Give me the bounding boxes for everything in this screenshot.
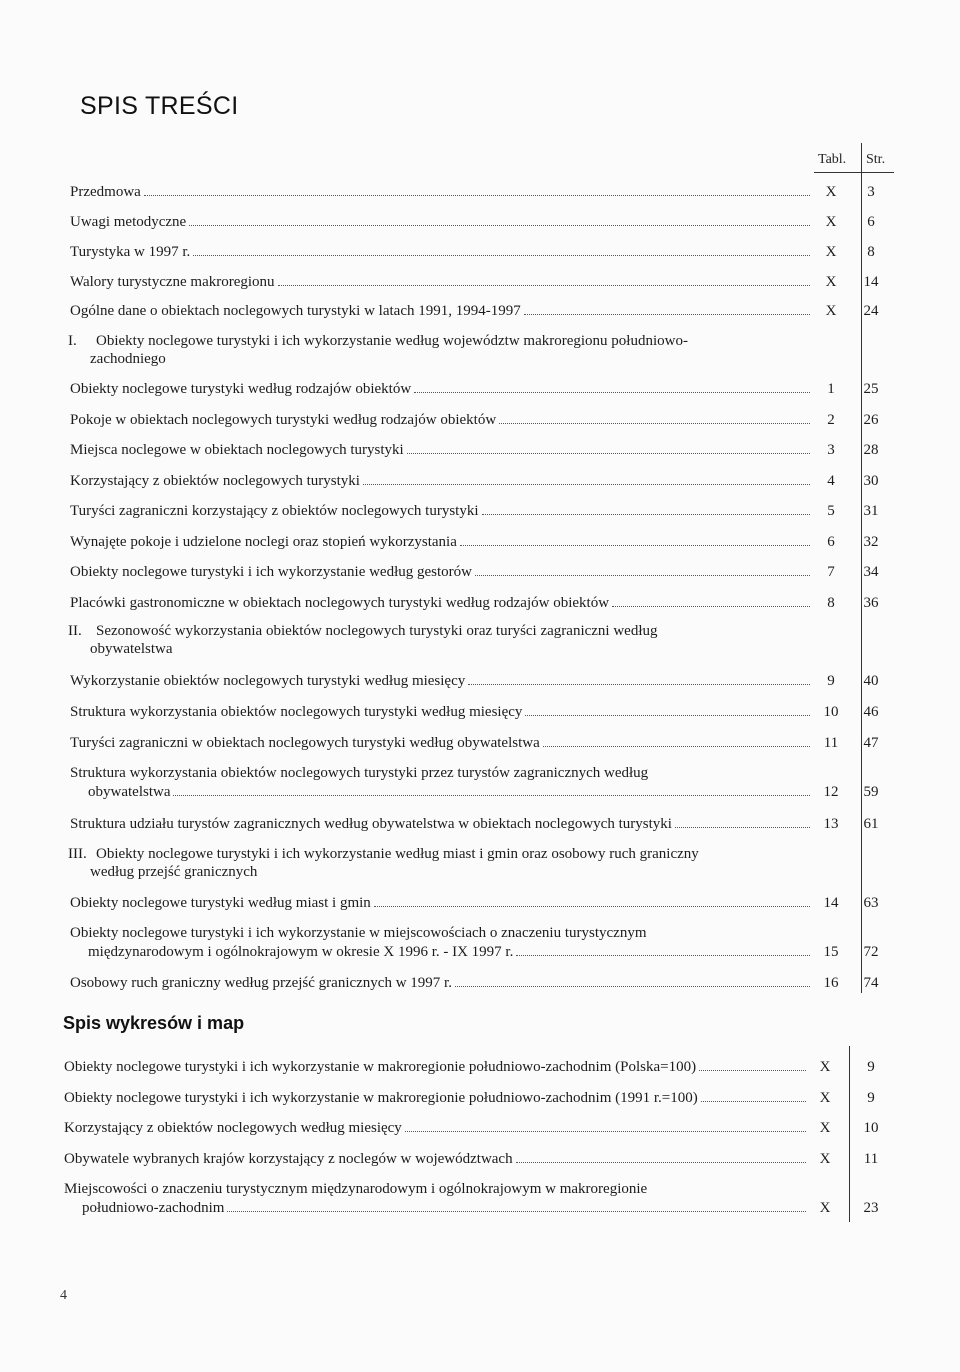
dot-leader	[374, 906, 810, 907]
section-heading-text: Sezonowość wykorzystania obiektów noclegowych turystyki oraz turyści zagraniczni według	[96, 623, 658, 639]
page-ref: 9	[867, 1090, 875, 1106]
dot-leader	[455, 986, 810, 987]
dot-leader	[460, 545, 810, 546]
dot-leader	[193, 255, 810, 256]
entry-text: Miejscowości o znaczeniu turystycznym międzynarodowym i ogólnokrajowym w makroregionie	[64, 1181, 648, 1197]
dot-leader	[407, 453, 810, 454]
entry-text: Obywatele wybranych krajów korzystający z noclegów w województwach	[64, 1151, 513, 1167]
entry-text: Turyści zagraniczni korzystający z obiektów noclegowych turystyki	[70, 503, 479, 519]
entry-text: południowo-zachodnim	[82, 1200, 225, 1216]
entry-text: Struktura wykorzystania obiektów noclegowych turystyki przez turystów zagranicznych według	[70, 765, 649, 781]
table-number: 14	[823, 895, 839, 911]
dot-leader	[414, 392, 810, 393]
table-number: 16	[823, 975, 839, 991]
entry-text: Ogólne dane o obiektach noclegowych turystyki w latach 1991, 1994-1997	[70, 303, 521, 319]
table-number: 10	[823, 704, 839, 720]
entry-text: Turystyka w 1997 r.	[70, 244, 191, 260]
table-number: X	[819, 1151, 831, 1167]
page-ref: 10	[863, 1120, 879, 1136]
page-ref: 47	[863, 735, 879, 751]
table-number: 6	[827, 534, 835, 550]
entry-text: Miejsca noclegowe w obiektach noclegowych turystyki	[70, 442, 404, 458]
page-ref: 11	[863, 1151, 879, 1167]
entry-text: Wykorzystanie obiektów noclegowych turystyki według miesięcy	[70, 673, 466, 689]
table-number: 4	[827, 473, 835, 489]
page-ref: 8	[867, 244, 875, 260]
table-number: X	[819, 1090, 831, 1106]
dot-leader	[525, 715, 810, 716]
entry-text: Obiekty noclegowe turystyki i ich wykorzystanie w miejscowościach o znaczeniu turystycznym	[70, 925, 647, 941]
table-number: X	[819, 1200, 831, 1216]
page-ref: 23	[863, 1200, 879, 1216]
page-ref: 32	[863, 534, 879, 550]
column-header-str: Str.	[866, 152, 886, 167]
dot-leader	[516, 955, 810, 956]
page-ref: 26	[863, 412, 879, 428]
table-number: X	[825, 244, 837, 260]
dot-leader	[173, 795, 810, 796]
dot-leader	[699, 1070, 806, 1071]
entry-text: Korzystający z obiektów noclegowych turystyki	[70, 473, 360, 489]
section-heading-text: Obiekty noclegowe turystyki i ich wykorzystanie według województw makroregionu południowo-	[96, 333, 688, 349]
page-ref: 74	[863, 975, 879, 991]
dot-leader	[189, 225, 810, 226]
entry-text: Struktura wykorzystania obiektów noclegowych turystyki według miesięcy	[70, 704, 523, 720]
dot-leader	[499, 423, 810, 424]
dot-leader	[524, 314, 810, 315]
column-divider-bottom	[849, 1046, 850, 1222]
entry-text: Struktura udziału turystów zagranicznych według obywatelstwa w obiektach noclegowych turystyki	[70, 816, 672, 832]
page-ref: 24	[863, 303, 879, 319]
section-heading	[68, 622, 768, 658]
entry-text: Pokoje w obiektach noclegowych turystyki według rodzajów obiektów	[70, 412, 497, 428]
section-heading	[68, 332, 768, 368]
table-number: 13	[823, 816, 839, 832]
page-ref: 34	[863, 564, 879, 580]
page-ref: 25	[863, 381, 879, 397]
entry-text: Wynajęte pokoje i udzielone noclegi oraz stopień wykorzystania	[70, 534, 457, 550]
table-number: 11	[823, 735, 839, 751]
table-number: 5	[827, 503, 835, 519]
table-number: 7	[827, 564, 835, 580]
dot-leader	[144, 195, 810, 196]
table-number: X	[825, 184, 837, 200]
table-number: 8	[827, 595, 835, 611]
table-number: X	[825, 303, 837, 319]
table-number: 2	[827, 412, 835, 428]
section-heading-text: Obiekty noclegowe turystyki i ich wykorzystanie według miast i gmin oraz osobowy ruch graniczny	[96, 846, 699, 862]
table-number: 3	[827, 442, 835, 458]
dot-leader	[278, 285, 810, 286]
dot-leader	[482, 514, 810, 515]
dot-leader	[612, 606, 810, 607]
dot-leader	[227, 1211, 806, 1212]
page-title: SPIS TREŚCI	[80, 92, 239, 120]
table-number: 12	[823, 784, 839, 800]
table-number: X	[819, 1059, 831, 1075]
entry-text: Uwagi metodyczne	[70, 214, 187, 230]
dot-leader	[363, 484, 810, 485]
table-number: 15	[823, 944, 839, 960]
dot-leader	[701, 1101, 806, 1102]
entry-text: Osobowy ruch graniczny według przejść granicznych w 1997 r.	[70, 975, 452, 991]
entry-text: Walory turystyczne makroregionu	[70, 274, 275, 290]
entry-text: Obiekty noclegowe turystyki i ich wykorzystanie według gestorów	[70, 564, 472, 580]
page-ref: 46	[863, 704, 879, 720]
entry-text: Przedmowa	[70, 184, 141, 200]
page-ref: 28	[863, 442, 879, 458]
entry-text: międzynarodowym i ogólnokrajowym w okresie X 1996 r. - IX 1997 r.	[88, 944, 514, 960]
page-ref: 3	[867, 184, 875, 200]
table-number: X	[819, 1120, 831, 1136]
page-ref: 61	[863, 816, 879, 832]
entry-text: Obiekty noclegowe turystyki i ich wykorzystanie w makroregionie południowo-zachodnim (1991 r.=100)	[64, 1090, 698, 1106]
section-heading-text: według przejść granicznych	[90, 864, 258, 880]
entry-text: Placówki gastronomiczne w obiektach noclegowych turystyki według rodzajów obiektów	[70, 595, 610, 611]
entry-text: Obiekty noclegowe turystyki według rodzajów obiektów	[70, 381, 412, 397]
entry-text: Obiekty noclegowe turystyki i ich wykorzystanie w makroregionie południowo-zachodnim (Polska=100)	[64, 1059, 697, 1075]
page-ref: 59	[863, 784, 879, 800]
page-ref: 72	[863, 944, 879, 960]
page-ref: 31	[863, 503, 879, 519]
dot-leader	[543, 746, 810, 747]
section-heading-text: zachodniego	[90, 351, 166, 367]
dot-leader	[468, 684, 810, 685]
section-numeral: I.	[68, 333, 77, 349]
page-ref: 9	[867, 1059, 875, 1075]
dot-leader	[675, 827, 810, 828]
charts-section-title: Spis wykresów i map	[63, 1013, 245, 1033]
page-ref: 40	[863, 673, 879, 689]
section-numeral: III.	[68, 846, 87, 862]
section-heading-text: obywatelstwa	[90, 641, 173, 657]
header-rule	[814, 172, 894, 173]
table-number: X	[825, 214, 837, 230]
page-ref: 63	[863, 895, 879, 911]
table-number: 9	[827, 673, 835, 689]
page-ref: 30	[863, 473, 879, 489]
page-ref: 14	[863, 274, 879, 290]
table-number: X	[825, 274, 837, 290]
section-heading	[68, 845, 768, 881]
page-number: 4	[60, 1288, 67, 1303]
dot-leader	[516, 1162, 806, 1163]
page-ref: 36	[863, 595, 879, 611]
section-numeral: II.	[68, 623, 82, 639]
entry-text: Turyści zagraniczni w obiektach noclegowych turystyki według obywatelstwa	[70, 735, 540, 751]
table-number: 1	[827, 381, 835, 397]
column-header-tabl: Tabl.	[818, 152, 847, 167]
page-ref: 6	[867, 214, 875, 230]
entry-text: Obiekty noclegowe turystyki według miast i gmin	[70, 895, 371, 911]
entry-text: obywatelstwa	[88, 784, 171, 800]
dot-leader	[475, 575, 810, 576]
dot-leader	[405, 1131, 806, 1132]
entry-text: Korzystający z obiektów noclegowych według miesięcy	[64, 1120, 402, 1136]
